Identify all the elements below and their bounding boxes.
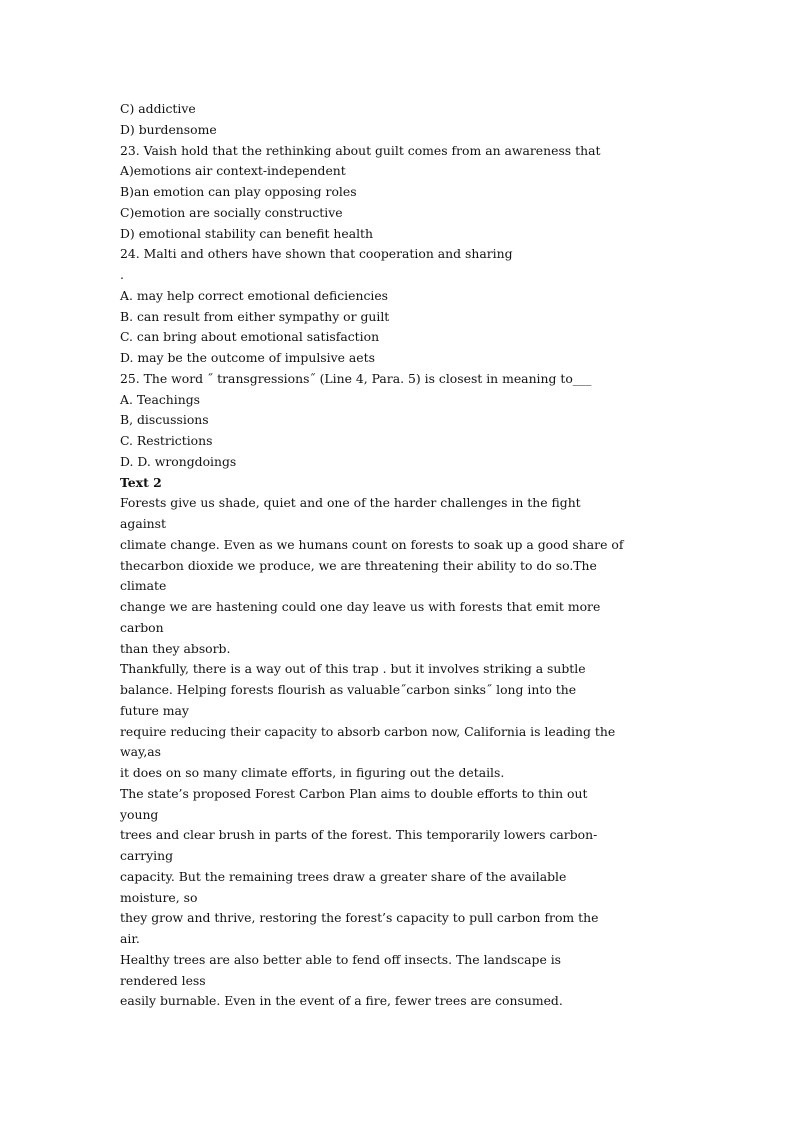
question-24-stem: 24. Malti and others have shown that cooperation and sharing [120,246,513,262]
text-2-line: way,as [120,744,162,760]
text-2-line: future may [120,702,189,718]
text-2-line: balance. Helping forests flourish as valuable˝carbon sinks˝ long into the [120,682,577,697]
question-25-option-c: C. Restrictions [120,433,213,448]
question-22-option-c: C) addictive [120,101,196,116]
text-2-line: carbon [120,619,164,635]
text-2-line: climate [120,578,167,594]
text-2-line: rendered less [120,972,206,988]
question-25-option-d: D. D. wrongdoings [120,453,237,469]
text-2-line: require reducing their capacity to absorb carbon now, California is leading the [120,723,616,739]
text-2-line: trees and clear brush in parts of the forest. This temporarily lowers carbon- [120,827,598,843]
document-body [120,99,680,1012]
question-24-option-c: C. can bring about emotional satisfaction [120,329,380,345]
question-22-option-d: D) burdensome [120,121,217,137]
text-2-heading: Text 2 [120,474,162,490]
question-23-option-c: C)emotion are socially constructive [120,204,343,220]
text-2-line: moisture, so [120,889,198,905]
question-25-option-a: A. Teachings [120,391,200,407]
question-25-option-b: B, discussions [120,412,209,428]
question-24-blank: . [120,267,124,282]
question-23-stem: 23. Vaish hold that the rethinking about guilt comes from an awareness that [120,142,601,158]
text-2-line: change we are hastening could one day leave us with forests that emit more [120,599,601,614]
text-2-line: The state’s proposed Forest Carbon Plan aims to double efforts to thin out [120,785,588,801]
question-24-option-a: A. may help correct emotional deficiencies [120,287,389,303]
text-2-line: thecarbon dioxide we produce, we are threatening their ability to do so.The [120,557,597,573]
text-2-line: Forests give us shade, quiet and one of the harder challenges in the fight [120,495,581,511]
text-2-line: they grow and thrive, restoring the forest’s capacity to pull carbon from the [120,910,599,926]
text-2-line: capacity. But the remaining trees draw a greater share of the available [120,868,567,884]
question-25-stem: 25. The word ˝ transgressions˝ (Line 4, Para. 5) is closest in meaning to___ [120,370,592,386]
text-2-line: Thankfully, there is a way out of this trap . but it involves striking a subtle [120,661,586,677]
text-2-line: climate change. Even as we humans count on forests to soak up a good share of [120,536,624,552]
question-24-option-b: B. can result from either sympathy or guilt [120,308,390,324]
question-23-option-b: B)an emotion can play opposing roles [120,184,357,199]
question-23-option-a: A)emotions air context-independent [120,163,346,179]
question-23-option-d: D) emotional stability can benefit health [120,225,374,241]
text-2-line: Healthy trees are also better able to fend off insects. The landscape is [120,951,562,967]
text-2-line: air. [120,931,140,946]
text-2-line: carrying [120,848,174,863]
question-24-option-d: D. may be the outcome of impulsive aets [120,350,375,365]
text-2-line: against [120,516,166,531]
text-2-line: it does on so many climate efforts, in figuring out the details. [120,765,505,780]
text-2-line: young [120,806,159,822]
text-2-line: than they absorb. [120,640,231,656]
text-2-line: easily burnable. Even in the event of a fire, fewer trees are consumed. [120,993,563,1009]
